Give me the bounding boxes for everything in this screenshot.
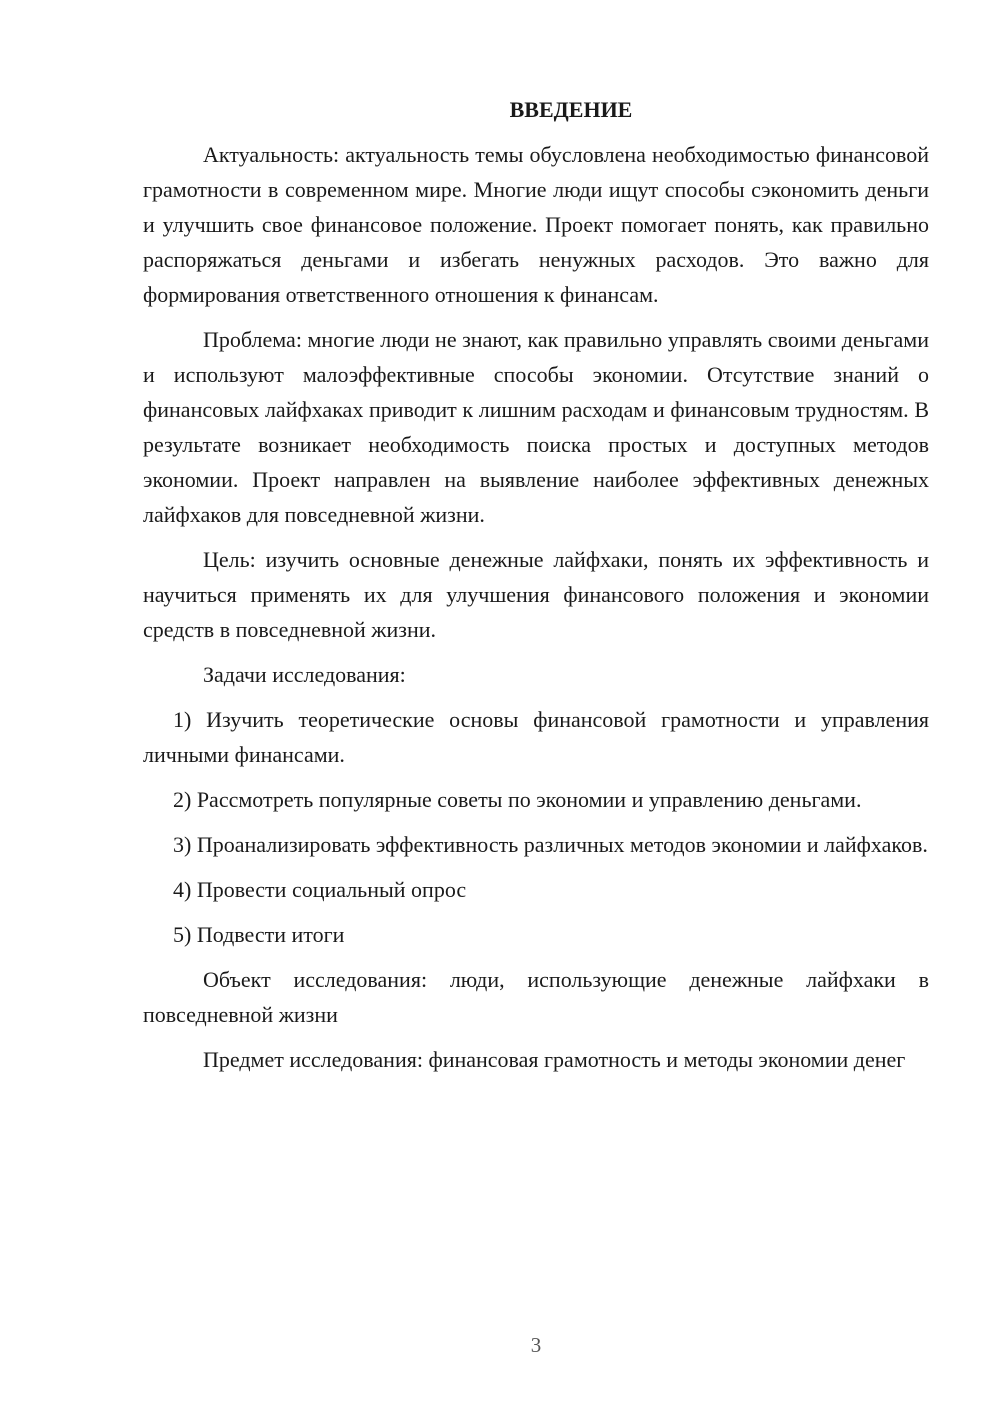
subject-paragraph: Предмет исследования: финансовая грамотность и методы экономии денег <box>203 1047 906 1072</box>
task-item-5: 5) Подвести итоги <box>173 922 345 947</box>
task-item-4: 4) Провести социальный опрос <box>173 877 467 902</box>
page-content <box>143 90 929 1087</box>
tasks-heading: Задачи исследования: <box>203 662 406 687</box>
object-paragraph: Объект исследования: люди, использующие денежные лайфхаки в повседневной жизни <box>143 967 929 1027</box>
page-number: 3 <box>530 1333 542 1357</box>
section-title: ВВЕДЕНИЕ <box>509 97 633 122</box>
task-item-3: 3) Проанализировать эффективность различных методов экономии и лайфхаков. <box>173 832 928 857</box>
task-item-2: 2) Рассмотреть популярные советы по экономии и управлению деньгами. <box>173 787 862 812</box>
task-item-1: 1) Изучить теоретические основы финансовой грамотности и управления личными финансами. <box>143 707 929 767</box>
relevance-paragraph: Актуальность: актуальность темы обусловлена необходимостью финансовой грамотности в современном мире. Многие люди ищут способы сэкономить деньги и улучшить свое финансовое положение. Проект помогает понять, как правильно распоряжаться деньгами и избегать ненужных расходов. Это важно для формирования ответственного отношения к финансам. <box>143 142 929 307</box>
problem-paragraph: Проблема: многие люди не знают, как правильно управлять своими деньгами и используют малоэффективные способы экономии. Отсутствие знаний о финансовых лайфхаках приводит к лишним расходам и финансовым трудностям. В результате возникает необходимость поиска простых и доступных методов экономии. Проект направлен на выявление наиболее эффективных денежных лайфхаков для повседневной жизни. <box>143 327 929 527</box>
goal-paragraph: Цель: изучить основные денежные лайфхаки, понять их эффективность и научиться применять их для улучшения финансового положения и экономии средств в повседневной жизни. <box>143 547 929 642</box>
